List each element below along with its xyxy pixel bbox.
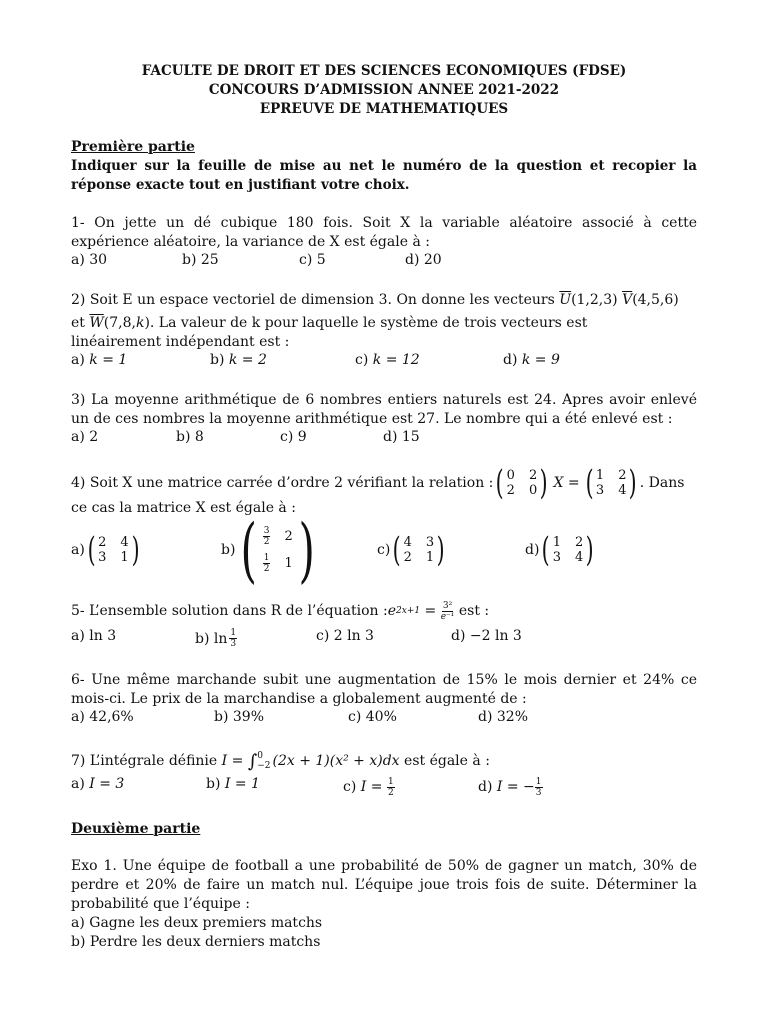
question-6-text: 6- Une même marchande subit une augmentation de 15% le mois dernier et 24% ce mois-ci. Le prix de la marchandise a globalement augmenté de :	[71, 672, 697, 707]
fraction-numerator: 1	[387, 776, 394, 787]
vector-v-coords: (4,5,6)	[632, 292, 679, 308]
matrix-cell: 2	[98, 535, 107, 550]
q6-option-d: d) 32%	[478, 709, 528, 725]
fraction-denominator: 2	[263, 564, 270, 574]
vector-w-k: k	[135, 315, 145, 331]
fraction-denominator: 2	[263, 537, 270, 547]
q7-option-b	[206, 776, 260, 792]
contest-title: CONCOURS D’ADMISSION ANNEE 2021-2022	[208, 82, 560, 98]
matrix-cell: 0	[506, 468, 515, 483]
q3-option-a: a) 2	[71, 429, 99, 445]
q5-option-b	[195, 628, 237, 649]
matrix-cell: 3	[595, 483, 605, 498]
question-3-text: 3) La moyenne arithmétique de 6 nombres entiers naturels est 24. Apres avoir enlevé un de ces nombres la moyenne arithmétique est 27. Le nombre qui a été enlevé est :	[71, 392, 697, 427]
q5-option-d: d) −2 ln 3	[451, 628, 522, 644]
q2-option-d	[503, 352, 560, 368]
matrix-cell: 4	[574, 550, 584, 565]
question-4-options	[71, 509, 711, 591]
right-paren: )	[539, 463, 548, 503]
question-7-line	[71, 748, 697, 774]
matrix-cell-fraction	[263, 526, 271, 547]
q7-d-label: d)	[478, 779, 497, 795]
q2-intro: 2) Soit E un espace vectoriel de dimension 3. On donne les vecteurs	[71, 292, 560, 308]
matrix-cell: 3	[552, 550, 561, 565]
vector-v: $\overline{V}$	[622, 292, 633, 308]
question-5-options	[71, 628, 711, 652]
exercise-1-item-a: a) Gagne les deux premiers matchs	[71, 915, 323, 931]
fraction-denominator: 3	[535, 787, 542, 798]
q5-intro: 5- L’ensemble solution dans R de l’équation :	[71, 602, 388, 619]
q7-int-var: I	[221, 752, 228, 769]
q4-a-label: a)	[71, 542, 85, 558]
q4-b-matrix	[235, 509, 320, 591]
question-1-options	[71, 252, 711, 276]
q1-option-a: a) 30	[71, 252, 108, 268]
exam-title: EPREUVE DE MATHEMATIQUES	[259, 101, 509, 117]
part1-title: Première partie	[71, 139, 195, 155]
q4-c-matrix	[390, 530, 447, 570]
q4-d-label: d)	[525, 542, 540, 558]
q2-d-label: d)	[503, 352, 522, 368]
integral-upper-bound: 0	[257, 751, 263, 761]
q2-option-b	[210, 352, 267, 368]
q4-a-matrix	[85, 530, 142, 570]
vector-w: $\overline{W}$	[89, 315, 104, 331]
exercise-1-text: Exo 1. Une équipe de football a une probabilité de 50% de gagner un match, 30% de perdre et 20% de faire un match nul. L’équipe joue trois fois de suite. Déterminer la probabilité que l’équipe :	[71, 858, 697, 912]
q7-integrand: (2x + 1)(x² + x)dx	[272, 752, 400, 769]
q2-b-value: k = 2	[228, 352, 267, 368]
q2-c-label: c)	[355, 352, 373, 368]
matrix-grid	[596, 468, 627, 498]
matrix-cell: 2	[574, 535, 584, 550]
part1-instructions: Indiquer sur la feuille de mise au net le numéro de la question et recopier la réponse exacte tout en justifiant votre choix.	[71, 158, 697, 193]
q3-option-d: d) 15	[383, 429, 420, 445]
matrix-cell: 2	[506, 483, 515, 498]
q1-option-d: d) 20	[405, 252, 442, 268]
left-paren: (	[496, 463, 505, 503]
q5-b-fraction	[229, 628, 237, 649]
q4-option-d	[525, 518, 597, 582]
q7-c-value: I =	[360, 779, 387, 795]
question-4-line1	[71, 463, 697, 503]
matrix-cell: 1	[595, 468, 605, 483]
q7-option-a	[71, 776, 124, 792]
question-3-options	[71, 429, 711, 453]
matrix-cell: 4	[618, 483, 627, 498]
q5-b-label: b) ln	[195, 630, 228, 647]
matrix-cell: 1	[425, 550, 435, 565]
left-paren: (	[392, 530, 401, 570]
vector-w-end: ).	[144, 315, 155, 331]
right-paren: )	[629, 463, 638, 503]
right-paren: )	[298, 509, 315, 591]
q2-d-value: k = 9	[521, 352, 560, 368]
matrix-cell: 1	[284, 556, 293, 571]
q3-option-b: b) 8	[176, 429, 204, 445]
q7-d-fraction	[535, 777, 543, 798]
q4-matrix-b	[583, 463, 640, 503]
question-1-text: 1- On jette un dé cubique 180 fois. Soit X la variable aléatoire associé à cette expérience aléatoire, la variance de X est égale à :	[71, 215, 697, 250]
faculty-title: FACULTE DE DROIT ET DES SCIENCES ECONOMIQUES (FDSE)	[141, 63, 627, 79]
integral-symbol: ∫	[247, 750, 258, 772]
q7-intro: 7) L’intégrale définie	[71, 752, 222, 769]
q7-b-label: b)	[206, 776, 225, 792]
vector-u: $\overline{U}$	[559, 292, 572, 308]
q4-option-a	[71, 518, 142, 582]
q4-x-equals: X =	[553, 474, 580, 491]
fraction-numerator: 3²	[442, 600, 453, 611]
right-paren: )	[436, 530, 445, 570]
integral-bounds	[257, 751, 270, 771]
matrix-cell: 2	[528, 468, 538, 483]
matrix-cell: 4	[120, 535, 129, 550]
q6-option-b: b) 39%	[214, 709, 264, 725]
question-4-line2: ce cas la matrice X est égale à :	[71, 500, 296, 516]
matrix-cell: 4	[403, 535, 412, 550]
part2-title: Deuxième partie	[71, 821, 201, 837]
matrix-cell: 2	[618, 468, 627, 483]
q4-c-label: c)	[377, 542, 391, 558]
question-2-line3: linéairement indépendant est :	[71, 334, 290, 350]
question-6-options	[71, 709, 711, 733]
question-5-line	[71, 597, 697, 625]
q2-a-label: a)	[71, 352, 90, 368]
matrix-grid	[507, 468, 538, 498]
matrix-grid	[98, 535, 129, 565]
q2-b-label: b)	[210, 352, 229, 368]
q2-option-c	[355, 352, 420, 368]
fraction-numerator: 1	[263, 553, 270, 563]
question-2-line2	[71, 314, 697, 333]
fraction-denominator: 2	[387, 787, 394, 798]
question-7-options	[71, 774, 711, 800]
q7-est: est égale à :	[399, 752, 490, 769]
q7-c-fraction	[387, 777, 395, 798]
q4-intro: 4) Soit X une matrice carrée d’ordre 2 vérifiant la relation :	[71, 474, 494, 491]
fraction-denominator: e⁻¹	[440, 611, 455, 622]
fraction-numerator: 3	[263, 526, 270, 536]
fraction-denominator: 3	[230, 639, 237, 649]
q7-option-c	[343, 774, 395, 800]
fraction-numerator: 1	[535, 776, 542, 787]
q7-c-label: c)	[343, 779, 361, 795]
q4-option-b	[221, 509, 320, 591]
matrix-grid	[553, 535, 584, 565]
q5-option-a: a) ln 3	[71, 628, 117, 644]
q7-a-value: I = 3	[89, 776, 125, 792]
q4-option-c	[377, 518, 447, 582]
vector-u-coords: (1,2,3)	[571, 292, 618, 308]
q2-a-value: k = 1	[89, 352, 128, 368]
right-paren: )	[585, 530, 594, 570]
q7-option-d	[478, 774, 543, 800]
q4-dans: . Dans	[639, 474, 685, 491]
q2-and: et	[71, 315, 90, 331]
matrix-cell: 3	[98, 550, 107, 565]
matrix-cell: 3	[425, 535, 435, 550]
q5-fraction	[441, 601, 455, 622]
q5-est: est :	[454, 602, 490, 619]
q2-c-value: k = 12	[372, 352, 420, 368]
q5-exp-base: e	[387, 602, 397, 619]
vector-w-coords: (7,8,	[103, 315, 136, 331]
left-paren: (	[542, 530, 551, 570]
q5-option-c: c) 2 ln 3	[316, 628, 374, 644]
left-paren: (	[240, 509, 258, 591]
q4-b-label: b)	[221, 542, 236, 558]
integral-lower-bound: −2	[257, 761, 271, 771]
matrix-cell: 1	[120, 550, 129, 565]
q7-a-label: a)	[71, 776, 90, 792]
matrix-cell-fraction	[263, 553, 271, 574]
q5-exp-power: 2x+1	[396, 605, 421, 616]
q3-option-c: c) 9	[280, 429, 307, 445]
q5-equals: =	[420, 602, 441, 619]
q1-option-b: b) 25	[182, 252, 219, 268]
q6-option-c: c) 40%	[348, 709, 397, 725]
q7-d-value: I = −	[496, 779, 535, 795]
left-paren: (	[87, 530, 96, 570]
q6-option-a: a) 42,6%	[71, 709, 134, 725]
left-paren: (	[585, 463, 594, 503]
q4-d-matrix	[539, 530, 596, 570]
q4-matrix-a	[493, 463, 550, 503]
right-paren: )	[131, 530, 140, 570]
matrix-grid	[263, 526, 293, 574]
q1-option-c: c) 5	[299, 252, 326, 268]
matrix-cell: 1	[552, 535, 561, 550]
exam-header	[0, 62, 768, 119]
question-2-options	[71, 352, 711, 376]
q2-question: La valeur de k pour laquelle le système de trois vecteurs est	[154, 315, 588, 331]
fraction-numerator: 1	[230, 628, 237, 638]
q2-option-a	[71, 352, 127, 368]
matrix-grid	[404, 535, 435, 565]
matrix-cell: 0	[528, 483, 538, 498]
q7-int-equals: =	[227, 752, 248, 769]
q7-b-value: I = 1	[224, 776, 260, 792]
matrix-cell: 2	[284, 529, 293, 544]
matrix-cell: 2	[403, 550, 412, 565]
question-2-line1	[71, 291, 697, 310]
exercise-1-item-b: b) Perdre les deux derniers matchs	[71, 934, 321, 950]
